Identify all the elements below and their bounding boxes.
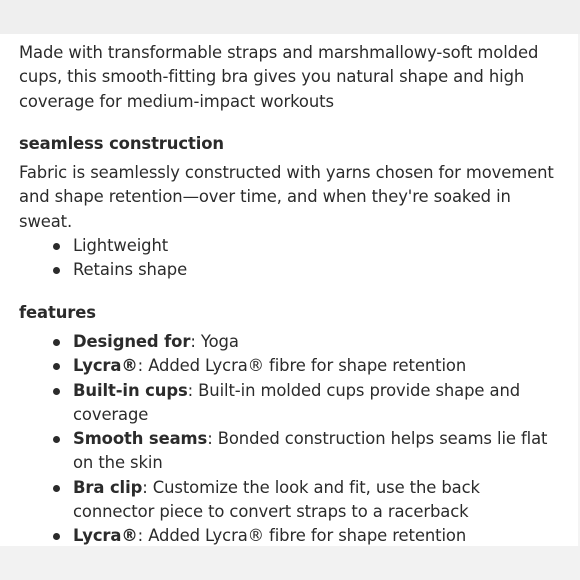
- seamless-bullet-list: [19, 234, 559, 283]
- feature-item: [73, 354, 559, 378]
- intro-paragraph: Made with transformable straps and marshmallowy-soft molded cups, this smooth-fitting bra gives you natural shape and high coverage for medium-impact workouts: [19, 43, 539, 111]
- feature-item: [73, 379, 559, 428]
- feature-desc: : Yoga: [190, 331, 239, 351]
- feature-term: Smooth seams: [73, 429, 208, 449]
- feature-term: Lycra®: [73, 356, 138, 376]
- features-list: [19, 330, 559, 549]
- feature-term: Bra clip: [73, 477, 143, 497]
- feature-desc: : Bonded construction helps seams lie flat on the skin: [73, 429, 548, 473]
- seamless-body: Fabric is seamlessly constructed with yarns chosen for movement and shape retention—over time, and when they're soaked in sweat.: [19, 163, 554, 231]
- product-description: [19, 41, 559, 549]
- feature-item: [73, 330, 559, 354]
- bullet-item: Lightweight: [73, 234, 559, 258]
- bottom-background-band: [0, 546, 580, 580]
- feature-desc: : Added Lycra® fibre for shape retention: [137, 356, 467, 376]
- bullet-item: Retains shape: [73, 258, 559, 282]
- feature-item: [73, 476, 559, 525]
- features-heading: features: [19, 302, 96, 322]
- top-background-band: [0, 0, 580, 34]
- feature-term: Lycra®: [73, 526, 138, 546]
- feature-item: [73, 427, 559, 476]
- feature-term: Built-in cups: [73, 380, 188, 400]
- feature-item: [73, 524, 559, 548]
- feature-desc: : Built-in molded cups provide shape and coverage: [73, 380, 521, 424]
- seamless-heading: seamless construction: [19, 133, 224, 153]
- feature-term: Designed for: [73, 331, 191, 351]
- feature-desc: : Added Lycra® fibre for shape retention: [137, 526, 467, 546]
- feature-desc: : Customize the look and fit, use the back connector piece to convert straps to a racerback: [73, 477, 480, 522]
